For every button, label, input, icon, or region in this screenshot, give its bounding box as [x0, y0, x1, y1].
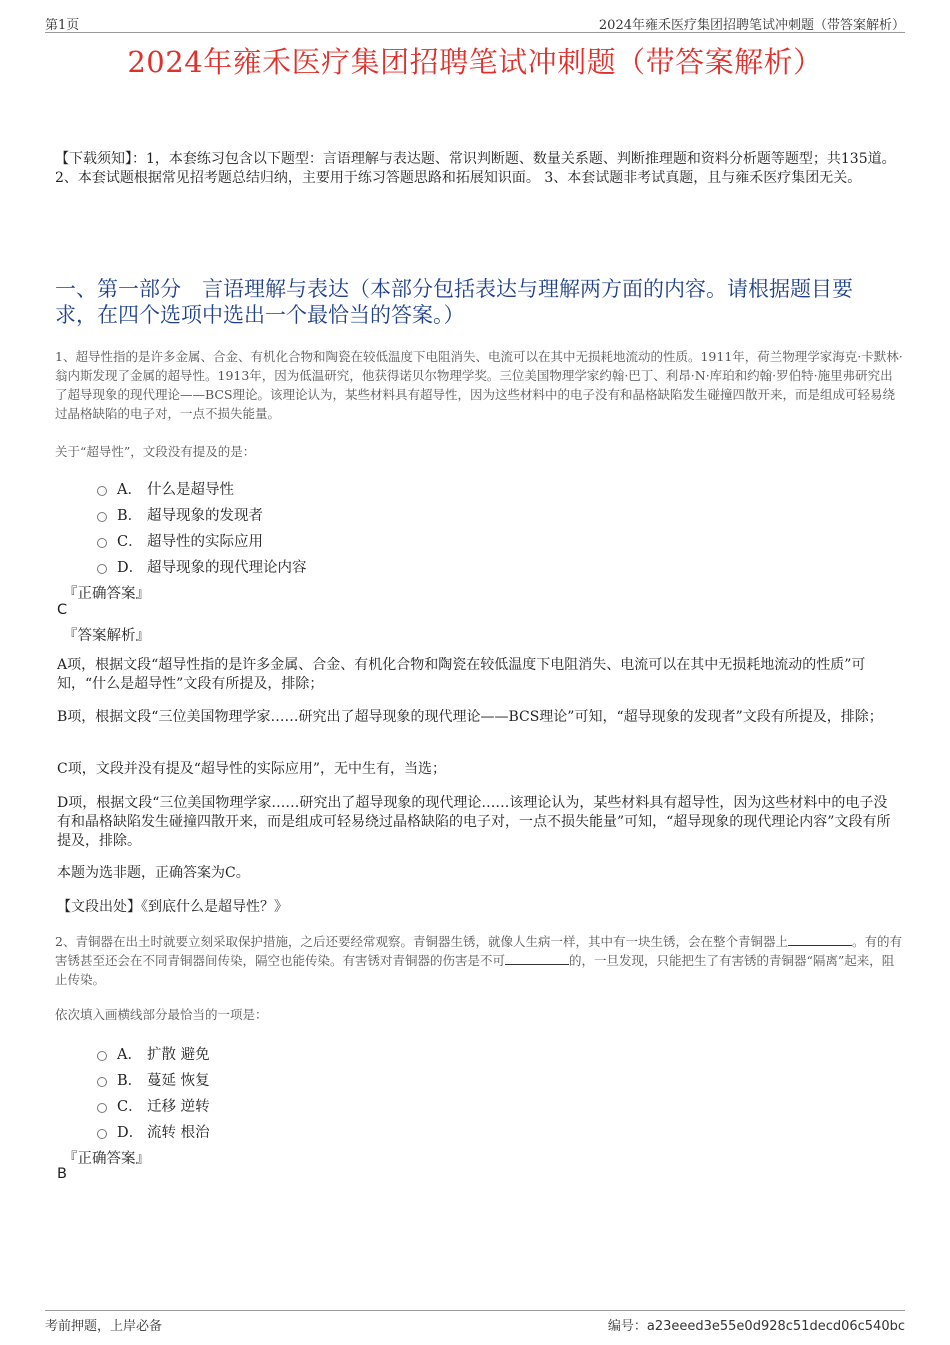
question-2-answer-tag: 『正确答案』: [63, 1151, 150, 1167]
analysis-paragraph: B项，根据文段“三位美国物理学家……研究出了超导现象的现代理论——BCS理论”可知，“超导现象的发现者”文段有所提及，排除；: [57, 709, 883, 725]
radio-icon[interactable]: [97, 538, 107, 548]
question-1-analysis-tag: 『答案解析』: [63, 628, 150, 644]
analysis-conclusion: 本题为选非题，正确答案为C。: [57, 865, 250, 881]
radio-icon[interactable]: [97, 1051, 107, 1061]
question-1-option-a[interactable]: A． 什么是超导性: [97, 478, 234, 499]
question-1-option-c[interactable]: C． 超导性的实际应用: [97, 530, 263, 551]
analysis-paragraph: C项，文段并没有提及“超导性的实际应用”，无中生有，当选；: [57, 761, 447, 777]
page-header: [45, 10, 905, 33]
page-title: 2024年雍禾医疗集团招聘笔试冲刺题（带答案解析）: [127, 45, 823, 79]
question-1-option-d[interactable]: D． 超导现象的现代理论内容: [97, 556, 307, 577]
analysis-paragraph: A项，根据文段“超导性指的是许多金属、合金、有机化合物和陶瓷在较低温度下电阻消失、电流可以在其中无损耗地流动的性质”可知，“什么是超导性”文段有所提及，排除；: [57, 657, 866, 692]
question-2-option-d[interactable]: D． 流转 根治: [97, 1121, 210, 1142]
question-2-option-c[interactable]: C． 迁移 逆转: [97, 1095, 210, 1116]
header-doc-name: 2024年雍禾医疗集团招聘笔试冲刺题（带答案解析）: [598, 18, 905, 33]
fill-blank: [788, 933, 852, 946]
question-1-answer: C: [57, 602, 68, 618]
question-1-option-b[interactable]: B． 超导现象的发现者: [97, 504, 263, 525]
question-1-answer-tag: 『正确答案』: [63, 586, 150, 602]
page-footer: [45, 1310, 905, 1333]
radio-icon[interactable]: [97, 1103, 107, 1113]
document-code: 编号：a23eeed3e55e0d928c51decd06c540bc: [607, 1319, 905, 1334]
fill-blank: [505, 952, 569, 965]
analysis-source: 【文段出处】《到底什么是超导性？》: [57, 899, 288, 915]
question-1-prompt: 关于“超导性”，文段没有提及的是：: [55, 444, 256, 459]
download-notice: 【下载须知】：1，本套练习包含以下题型：言语理解与表达题、常识判断题、数量关系题、判断推理题和资料分析题等题型；共135道。 2、本套试题根据常见招考题总结归纳，主要用于练习答题思路和拓展知识面。 3、本套试题非考试真题，且与雍禾医疗集团无关。: [55, 151, 896, 186]
question-2-answer: B: [57, 1166, 67, 1182]
question-2-text: 2、青铜器在出土时就要立刻采取保护措施，之后还要经常观察。青铜器生锈，就像人生病一样，其中有一块生锈，会在整个青铜器上 。有的有害锈甚至还会在不同青铜器间传染，隔空也能传染。有害锈对青铜器的伤害是不可 的，一旦发现，只能把生了有害锈的青铜器“隔离”起来，阻止传染。: [55, 934, 902, 987]
radio-icon[interactable]: [97, 564, 107, 574]
radio-icon[interactable]: [97, 1129, 107, 1139]
question-2-option-b[interactable]: B． 蔓延 恢复: [97, 1069, 210, 1090]
question-2-prompt: 依次填入画横线部分最恰当的一项是：: [55, 1007, 268, 1022]
question-1-text: 1、超导性指的是许多金属、合金、有机化合物和陶瓷在较低温度下电阻消失、电流可以在其中无损耗地流动的性质。1911年，荷兰物理学家海克·卡默林·翁内斯发现了金属的超导性。1913年，因为低温研究，他获得诺贝尔物理学奖。三位美国物理学家约翰·巴丁、利昂·N·库珀和约翰·罗伯特·施里弗研究出了超导现象的现代理论——BCS理论。该理论认为，某些材料具有超导性，因为这些材料中的电子没有和晶格缺陷发生碰撞四散开来，而是组成可轻易绕过晶格缺陷的电子对，一点不损失能量。: [55, 349, 903, 421]
analysis-paragraph: D项，根据文段“三位美国物理学家……研究出了超导现象的现代理论……该理论认为，某些材料具有超导性，因为这些材料中的电子没有和晶格缺陷发生碰撞四散开来，而是组成可轻易绕过晶格缺陷的电子对，一点不损失能量”可知，“超导现象的现代理论内容”文段有所提及，排除。: [57, 795, 891, 849]
section-title: 一、第一部分 言语理解与表达（本部分包括表达与理解两方面的内容。请根据题目要求，在四个选项中选出一个最恰当的答案。）: [55, 277, 853, 327]
radio-icon[interactable]: [97, 512, 107, 522]
question-2-option-a[interactable]: A． 扩散 避免: [97, 1043, 210, 1064]
radio-icon[interactable]: [97, 1077, 107, 1087]
footer-slogan: 考前押题，上岸必备: [45, 1319, 163, 1334]
page-number: 第1页: [45, 18, 80, 33]
radio-icon[interactable]: [97, 486, 107, 496]
